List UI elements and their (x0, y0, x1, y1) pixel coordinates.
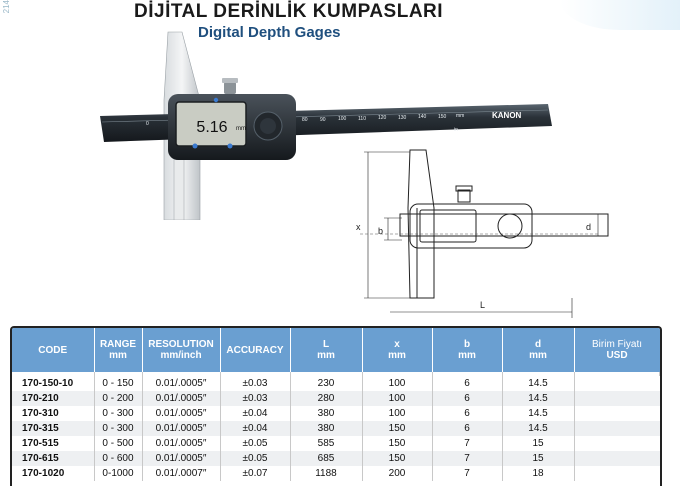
dimension-x-label: x (356, 222, 361, 232)
dimension-l-label: L (480, 300, 486, 310)
cell-b: 6 (432, 421, 502, 436)
scale-label: 0 (146, 121, 149, 127)
cell-code: 170-615 (12, 451, 94, 466)
cell-range: 0 - 500 (94, 436, 142, 451)
page-subtitle: Digital Depth Gages (198, 24, 341, 41)
cell-x: 150 (362, 421, 432, 436)
cell-accuracy: ±0.05 (220, 436, 290, 451)
scale-label: 80 (302, 117, 308, 123)
scale-label: 150 (438, 114, 447, 120)
dimension-b-label: b (378, 226, 384, 236)
cell-resolution: 0.01/.0005″ (142, 376, 220, 391)
cell-code: 170-310 (12, 406, 94, 421)
cell-b: 7 (432, 466, 502, 481)
cell-b: 6 (432, 376, 502, 391)
cell-code: 170-1020 (12, 466, 94, 481)
cell-l: 380 (290, 421, 362, 436)
scale-label: mm (456, 113, 465, 119)
column-header-code: CODE (12, 328, 94, 372)
cell-accuracy: ±0.07 (220, 466, 290, 481)
table-row (12, 436, 660, 451)
cell-resolution: 0.01/.0005″ (142, 406, 220, 421)
cell-code: 170-210 (12, 391, 94, 406)
cell-d: 18 (502, 466, 574, 481)
column-header-price: Birim Fiyatı USD (574, 328, 660, 372)
cell-price (574, 451, 660, 466)
cell-x: 100 (362, 376, 432, 391)
cell-resolution: 0.01/.0005″ (142, 436, 220, 451)
cell-x: 150 (362, 451, 432, 466)
cell-accuracy: ±0.04 (220, 421, 290, 436)
column-header-d: d mm (502, 328, 574, 372)
display-reading: 5.16 (196, 119, 228, 136)
cell-accuracy: ±0.03 (220, 376, 290, 391)
scale-label: 100 (338, 116, 347, 122)
cell-resolution: 0.01/.0005″ (142, 391, 220, 406)
cell-b: 6 (432, 391, 502, 406)
cell-code: 170-515 (12, 436, 94, 451)
column-header-accuracy: ACCURACY (220, 328, 290, 372)
cell-accuracy: ±0.05 (220, 451, 290, 466)
cell-code: 170-150-10 (12, 376, 94, 391)
column-header-x: x mm (362, 328, 432, 372)
scale-label: 130 (398, 115, 407, 121)
cell-range: 0 - 300 (94, 421, 142, 436)
dimension-d-label: d (586, 222, 592, 232)
cell-range: 0-1000 (94, 466, 142, 481)
cell-price (574, 436, 660, 451)
cell-b: 7 (432, 436, 502, 451)
scale-label: 120 (378, 115, 387, 121)
cell-price (574, 406, 660, 421)
cell-l: 230 (290, 376, 362, 391)
cell-l: 280 (290, 391, 362, 406)
cell-range: 0 - 200 (94, 391, 142, 406)
column-header-resolution: RESOLUTION mm/inch (142, 328, 220, 372)
corner-decoration (560, 0, 680, 30)
cell-x: 200 (362, 466, 432, 481)
spec-table (10, 326, 662, 486)
cell-code: 170-315 (12, 421, 94, 436)
cell-d: 14.5 (502, 406, 574, 421)
table-row (12, 466, 660, 481)
column-header-range: RANGE mm (94, 328, 142, 372)
cell-l: 1188 (290, 466, 362, 481)
page-title: DİJİTAL DERİNLİK KUMPASLARI (134, 1, 444, 22)
cell-x: 150 (362, 436, 432, 451)
cell-price (574, 466, 660, 481)
cell-resolution: 0.01/.0007″ (142, 466, 220, 481)
cell-l: 585 (290, 436, 362, 451)
dimension-drawing (350, 148, 610, 320)
table-row (12, 421, 660, 436)
cell-range: 0 - 600 (94, 451, 142, 466)
table-row (12, 376, 660, 391)
inch-label: in (454, 127, 458, 133)
cell-range: 0 - 150 (94, 376, 142, 391)
scale-label: 140 (418, 114, 427, 120)
scale-label: 110 (358, 116, 366, 122)
cell-x: 100 (362, 406, 432, 421)
scale-label: 90 (320, 117, 326, 123)
cell-d: 15 (502, 436, 574, 451)
brand-logo: KANON (492, 111, 522, 120)
page-number: 214 (2, 0, 11, 14)
cell-d: 15 (502, 451, 574, 466)
cell-resolution: 0.01/.0005″ (142, 421, 220, 436)
cell-accuracy: ±0.03 (220, 391, 290, 406)
cell-price (574, 376, 660, 391)
column-header-b: b mm (432, 328, 502, 372)
column-header-l: L mm (290, 328, 362, 372)
cell-l: 380 (290, 406, 362, 421)
cell-resolution: 0.01/.0005″ (142, 451, 220, 466)
table-row (12, 391, 660, 406)
cell-accuracy: ±0.04 (220, 406, 290, 421)
cell-b: 7 (432, 451, 502, 466)
table-row (12, 406, 660, 421)
cell-x: 100 (362, 391, 432, 406)
cell-l: 685 (290, 451, 362, 466)
cell-d: 14.5 (502, 421, 574, 436)
cell-range: 0 - 300 (94, 406, 142, 421)
cell-price (574, 391, 660, 406)
cell-b: 6 (432, 406, 502, 421)
cell-price (574, 421, 660, 436)
display-unit: mm (236, 126, 246, 132)
cell-d: 14.5 (502, 376, 574, 391)
table-header-row (12, 328, 660, 372)
table-row (12, 451, 660, 466)
cell-d: 14.5 (502, 391, 574, 406)
